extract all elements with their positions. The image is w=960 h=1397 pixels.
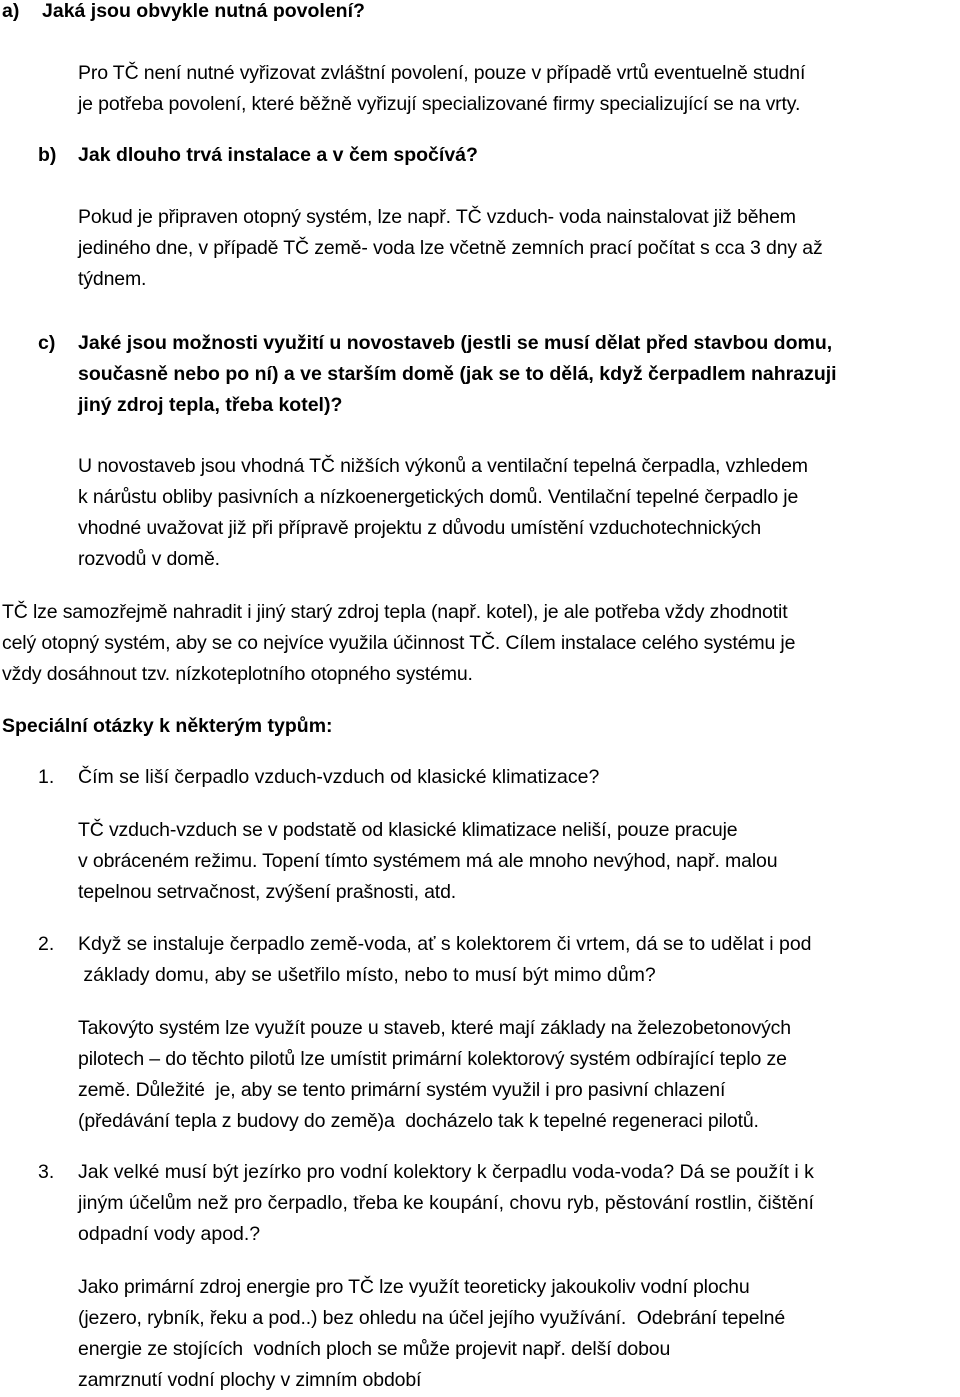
special-question-3 bbox=[0, 1157, 960, 1250]
special-answer-3 bbox=[78, 1272, 785, 1396]
answer-c-line: rozvodů v domě. bbox=[78, 548, 220, 570]
question-line: Když se instaluje čerpadlo země-voda, ať s kolektorem či vrtem, dá se to udělat i pod bbox=[78, 933, 812, 955]
paragraph-line: celý otopný systém, aby se co nejvíce využila účinnost TČ. Cílem instalace celého systému je bbox=[2, 632, 796, 654]
question-b-text: Jak dlouho trvá instalace a v čem spočívá? bbox=[78, 144, 478, 166]
answer-line: Takovýto systém lze využít pouze u staveb, které mají základy na železobetonových bbox=[78, 1017, 791, 1039]
answer-line: v obráceném režimu. Topení tímto systémem má ale mnoho nevýhod, např. malou bbox=[78, 850, 778, 872]
question-line: Čím se liší čerpadlo vzduch-vzduch od klasické klimatizace? bbox=[78, 766, 600, 788]
question-c-line: současně nebo po ní) a ve starším domě (jak se to dělá, když čerpadlem nahrazuji bbox=[78, 363, 837, 385]
question-c-label: c) bbox=[38, 332, 56, 354]
answer-b-line: Pokud je připraven otopný systém, lze např. TČ vzduch- voda nainstalovat již během bbox=[78, 206, 796, 228]
answer-a-line: je potřeba povolení, které běžně vyřizují specializované firmy specializující se na vrty. bbox=[78, 93, 801, 115]
item-number: 2. bbox=[38, 933, 55, 955]
question-c-line: jiný zdroj tepla, třeba kotel)? bbox=[78, 394, 343, 416]
question-a bbox=[2, 0, 365, 27]
answer-line: energie ze stojících vodních ploch se může projevit např. delší dobou bbox=[78, 1338, 671, 1360]
question-a-text: Jaká jsou obvykle nutná povolení? bbox=[42, 0, 365, 22]
special-question-1 bbox=[0, 762, 960, 793]
answer-a bbox=[78, 58, 805, 120]
answer-line: (jezero, rybník, řeku a pod..) bez ohledu na účel jejího využívání. Odebrání tepelné bbox=[78, 1307, 786, 1329]
special-answer-1 bbox=[78, 815, 777, 908]
answer-line: Jako primární zdroj energie pro TČ lze využít teoreticky jakoukoliv vodní plochu bbox=[78, 1276, 750, 1298]
paragraph-line: vždy dosáhnout tzv. nízkoteplotního otopného systému. bbox=[2, 663, 473, 685]
item-number: 1. bbox=[38, 766, 55, 788]
answer-line: tepelnou setrvačnost, zvýšení prašnosti, atd. bbox=[78, 881, 457, 903]
body-paragraph bbox=[2, 597, 795, 690]
answer-b-line: jediného dne, v případě TČ země- voda lze včetně zemních prací počítat s cca 3 dny až bbox=[78, 237, 823, 259]
answer-c-line: k nárůstu obliby pasivních a nízkoenergetických domů. Ventilační tepelné čerpadlo je bbox=[78, 486, 799, 508]
answer-line: pilotech – do těchto pilotů lze umístit primární kolektorový systém odbírající teplo ze bbox=[78, 1048, 787, 1070]
answer-c bbox=[78, 451, 808, 575]
question-c bbox=[38, 328, 837, 421]
answer-line: (předávání tepla z budovy do země)a docházelo tak k tepelné regeneraci pilotů. bbox=[78, 1110, 759, 1132]
answer-c-line: U novostaveb jsou vhodná TČ nižších výkonů a ventilační tepelná čerpadla, vzhledem bbox=[78, 455, 808, 477]
question-line: základy domu, aby se ušetřilo místo, nebo to musí být mimo dům? bbox=[78, 964, 656, 986]
answer-line: TČ vzduch-vzduch se v podstatě od klasické klimatizace neliší, pouze pracuje bbox=[78, 819, 738, 841]
question-c-line: Jaké jsou možnosti využití u novostaveb (jestli se musí dělat před stavbou domu, bbox=[78, 332, 833, 354]
question-line: jiným účelům než pro čerpadlo, třeba ke koupání, chovu ryb, pěstování rostlin, čištění bbox=[78, 1192, 814, 1214]
special-answer-2 bbox=[78, 1013, 791, 1137]
question-b bbox=[38, 140, 478, 171]
answer-c-line: vhodné uvažovat již při přípravě projektu z důvodu umístění vzduchotechnických bbox=[78, 517, 762, 539]
answer-b bbox=[78, 202, 823, 295]
answer-line: zamrznutí vodní plochy v zimním období bbox=[78, 1369, 422, 1391]
question-line: odpadní vody apod.? bbox=[78, 1223, 261, 1245]
special-question-2 bbox=[0, 929, 960, 991]
answer-a-line: Pro TČ není nutné vyřizovat zvláštní povolení, pouze v případě vrtů eventuelně studní bbox=[78, 62, 806, 84]
item-number: 3. bbox=[38, 1161, 55, 1183]
section-heading: Speciální otázky k některým typům: bbox=[2, 715, 333, 737]
question-b-label: b) bbox=[38, 144, 57, 166]
question-a-label: a) bbox=[2, 0, 20, 22]
answer-line: země. Důležité je, aby se tento primární systém využil i pro pasivní chlazení bbox=[78, 1079, 726, 1101]
answer-b-line: týdnem. bbox=[78, 268, 147, 290]
question-line: Jak velké musí být jezírko pro vodní kolektory k čerpadlu voda-voda? Dá se použít i k bbox=[78, 1161, 814, 1183]
paragraph-line: TČ lze samozřejmě nahradit i jiný starý zdroj tepla (např. kotel), je ale potřeba vždy zhodnotit bbox=[2, 601, 788, 623]
